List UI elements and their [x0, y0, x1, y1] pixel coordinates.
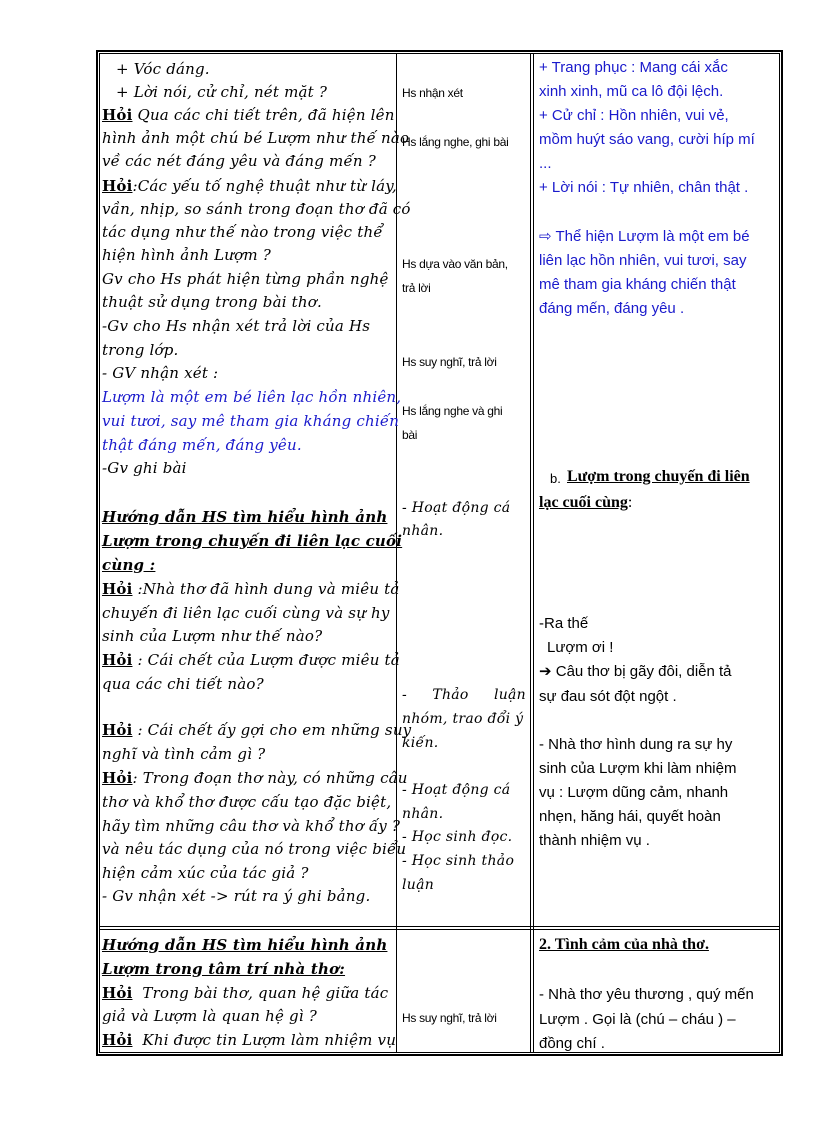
text-line: Hỏi: Trong đoạn thơ này, có những câu [102, 769, 408, 787]
text-line: -Gv cho Hs nhận xét trả lời của Hs [102, 317, 371, 335]
text-line: nhân. [402, 523, 444, 539]
text-line: - Hoạt động cá [402, 500, 511, 516]
section-heading: cùng : [102, 556, 156, 574]
hoi-label: Hỏi [102, 984, 133, 1002]
text-line: ... [539, 155, 552, 172]
text-line-highlight: thật đáng mến, đáng yêu. [102, 436, 302, 454]
text-line: - Gv nhận xét -> rút ra ý ghi bảng. [102, 887, 371, 905]
row-divider-b [99, 929, 780, 930]
text-line: Lượm ơi ! [547, 639, 614, 656]
text-line: chuyến đi liên lạc cuối cùng và sự hy [102, 604, 390, 622]
text-line: Hỏi Trong bài thơ, quan hệ giữa tác [102, 984, 389, 1002]
text-line: thành nhiệm vụ . [539, 832, 650, 849]
text-line: luận [402, 877, 435, 893]
text-line: ⇨ Thể hiện Lượm là một em bé [539, 228, 750, 245]
text-line: đáng mến, đáng yêu . [539, 300, 685, 317]
text-line: giả và Lượm là quan hệ gì ? [102, 1007, 317, 1025]
hoi-label: Hỏi [102, 106, 133, 124]
text-line: trả lời [402, 281, 431, 295]
text-line: mê tham gia kháng chiến thật [539, 276, 736, 293]
section-number: b. [550, 471, 561, 486]
text-line: nhẹn, hăng hái, quyết hoàn [539, 808, 721, 825]
hoi-label: Hỏi [102, 721, 133, 739]
text-line-highlight: Lượm là một em bé liên lạc hồn nhiên, [102, 388, 402, 406]
text-line: ➔ Câu thơ bị gãy đôi, diễn tả [539, 663, 732, 680]
text-line: tác dụng như thế nào trong việc thể [102, 223, 383, 241]
text-line-highlight: vui tươi, say mê tham gia kháng chiến [102, 412, 400, 430]
hoi-label: Hỏi [102, 1031, 133, 1049]
text-line: Hs dựa vào văn bản, [402, 257, 508, 271]
text-line: liên lạc hồn nhiên, vui tươi, say [539, 252, 747, 269]
text-line: Hỏi Khi được tin Lượm làm nhiệm vụ [102, 1031, 397, 1049]
hoi-label: Hỏi [102, 769, 133, 787]
text-line: hiện hình ảnh Lượm ? [102, 246, 272, 264]
section-heading: Hướng dẫn HS tìm hiểu hình ảnh [102, 936, 388, 954]
text-line: - Nhà thơ hình dung ra sự hy [539, 736, 733, 753]
text-line: + Lời nói, cử chỉ, nét mặt ? [116, 83, 328, 101]
column-divider-2b [530, 53, 531, 1053]
text-line: kiến. [402, 735, 439, 751]
hoi-label: Hỏi [102, 177, 133, 195]
text-line: Hỏi : Cái chết ấy gợi cho em những suy [102, 721, 412, 739]
text-line: nhân. [402, 806, 444, 822]
text-line: về các nét đáng yêu và đáng mến ? [102, 152, 376, 170]
text-line: - Nhà thơ yêu thương , quý mến [539, 986, 754, 1003]
row-divider [99, 926, 780, 927]
text-line: - Học sinh thảo [402, 853, 515, 869]
text-line: Hs suy nghĩ, trả lời [402, 1011, 497, 1025]
text-line: + Trang phục : Mang cái xắc [539, 59, 728, 76]
hoi-label: Hỏi [102, 580, 133, 598]
section-heading: lạc cuối cùng: [539, 494, 633, 511]
text-line: Hỏi Qua các chi tiết trên, đã hiện lên [102, 106, 395, 124]
section-heading: Lượm trong chuyến đi liên lạc cuối [102, 532, 403, 550]
text-line: Hs lắng nghe và ghi [402, 404, 503, 418]
text-line: - Học sinh đọc. [402, 829, 513, 845]
text-line: Hỏi :Nhà thơ đã hình dung và miêu tả [102, 580, 400, 598]
text-line: hãy tìm những câu thơ và khổ thơ ấy ? [102, 817, 401, 835]
text-line: + Vóc dáng. [116, 60, 210, 78]
text-line: Gv cho Hs phát hiện từng phần nghệ [102, 270, 389, 288]
text-line: vụ : Lượm dũng cảm, nhanh [539, 784, 729, 801]
section-heading: Hướng dẫn HS tìm hiểu hình ảnh [102, 508, 388, 526]
text-line: Hs suy nghĩ, trả lời [402, 355, 497, 369]
text-line: - Hoạt động cá [402, 782, 511, 798]
text-line: hình ảnh một chú bé Lượm như thế nào [102, 129, 410, 147]
text-line: hiện cảm xúc của tác giả ? [102, 864, 309, 882]
text-line: Lượm . Gọi là (chú – cháu ) – [539, 1011, 736, 1028]
text-line: thơ và khổ thơ được cấu tạo đặc biệt, [102, 793, 392, 811]
text-line: -Gv ghi bài [102, 459, 187, 477]
text-line: bài [402, 428, 418, 442]
column-divider-2 [533, 53, 534, 1053]
text-line: - Thảo luận [402, 687, 526, 703]
text-line: sự đau sót đột ngột . [539, 688, 677, 705]
text-line: Hỏi : Cái chết của Lượm được miêu tả [102, 651, 400, 669]
text-line: -Ra thế [539, 615, 589, 632]
text-line: sinh của Lượm như thế nào? [102, 627, 323, 645]
text-line: mồm huýt sáo vang, cười híp mí [539, 131, 755, 148]
text-line: Hỏi:Các yếu tố nghệ thuật như từ láy, [102, 177, 397, 195]
section-heading: Lượm trong tâm trí nhà thơ: [102, 960, 346, 978]
text-line: nghĩ và tình cảm gì ? [102, 745, 266, 763]
text-line: xinh xinh, mũ ca lô đội lệch. [539, 83, 724, 100]
text-line: + Cử chỉ : Hồn nhiên, vui vẻ, [539, 107, 729, 124]
hoi-label: Hỏi [102, 651, 133, 669]
text-line: sinh của Lượm khi làm nhiệm [539, 760, 737, 777]
text-line: thuật sử dụng trong bài thơ. [102, 293, 322, 311]
text-line: + Lời nói : Tự nhiên, chân thật . [539, 179, 749, 196]
text-line: - GV nhận xét : [102, 364, 219, 382]
text-line: trong lớp. [102, 341, 179, 359]
text-line: nhóm, trao đổi ý [402, 711, 524, 727]
text-line: và nêu tác dụng của nó trong việc biểu [102, 840, 407, 858]
section-heading: Lượm trong chuyến đi liên [567, 468, 750, 485]
text-line: Hs nhận xét [402, 86, 463, 100]
text-line: vần, nhịp, so sánh trong đoạn thơ đã có [102, 200, 411, 218]
text-line: Hs lắng nghe, ghi bài [402, 135, 509, 149]
text-line: đồng chí . [539, 1035, 605, 1052]
section-heading: 2. Tình cảm của nhà thơ. [539, 936, 709, 953]
text-line: qua các chi tiết nào? [102, 675, 264, 693]
